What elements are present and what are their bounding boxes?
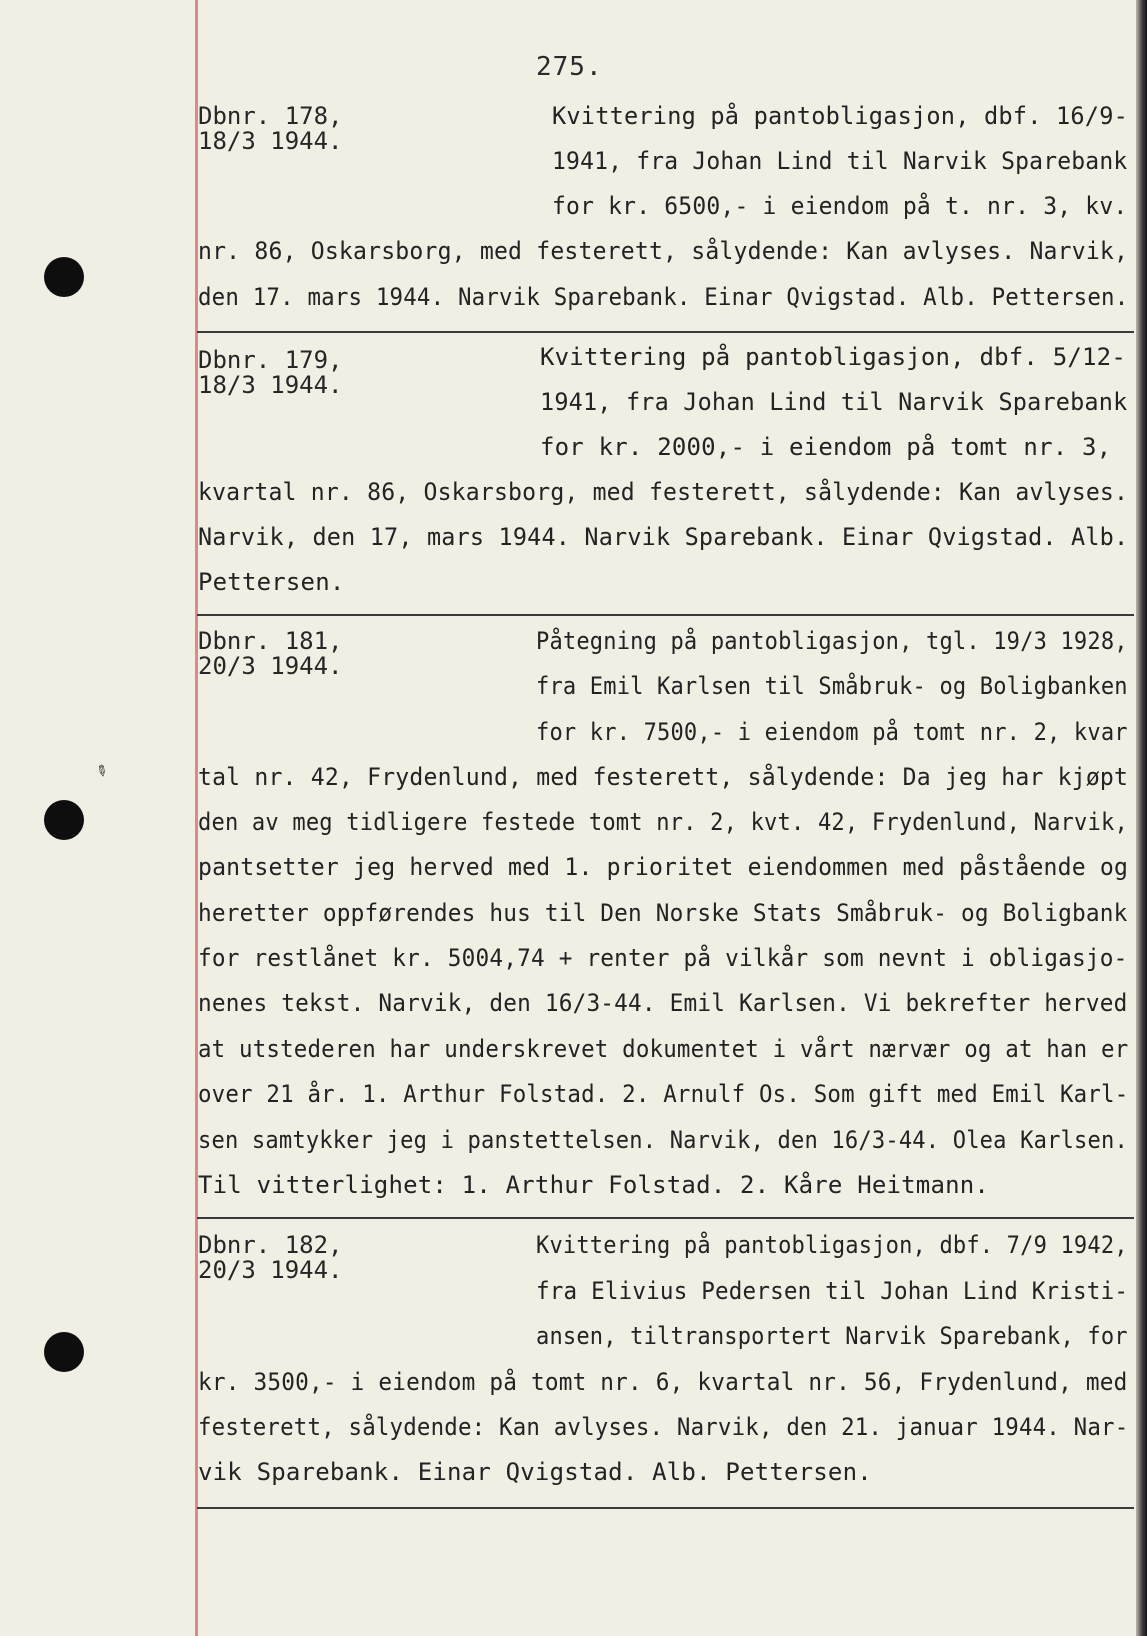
text-line: fra Elivius Pedersen til Johan Lind Kristi- [536, 1277, 1129, 1305]
text-line: kr. 3500,- i eiendom på tomt nr. 6, kvartal nr. 56, Frydenlund, med [198, 1368, 1128, 1396]
text-line: kvartal nr. 86, Oskarsborg, med festerett, sålydende: Kan avlyses. [198, 478, 1129, 506]
dbnr-label: Dbnr. 181, [198, 627, 343, 655]
text-line: pantsetter jeg herved med 1. prioritet eiendommen med påstående og [198, 853, 1129, 881]
text-line: 1941, fra Johan Lind til Narvik Sparebank [540, 388, 1128, 416]
text-line: over 21 år. 1. Arthur Folstad. 2. Arnulf Os. Som gift med Emil Karl- [198, 1080, 1129, 1108]
text-line: ansen, tiltransportert Narvik Sparebank, for [536, 1322, 1128, 1350]
entry-id [198, 629, 343, 679]
entry-id [198, 348, 343, 398]
text-line: Kvittering på pantobligasjon, dbf. 16/9- [552, 102, 1129, 130]
text-line: den av meg tidligere festede tomt nr. 2, kvt. 42, Frydenlund, Narvik, [198, 808, 1128, 836]
dbnr-label: Dbnr. 178, [198, 102, 343, 130]
text-line: fra Emil Karlsen til Småbruk- og Boligbanken [536, 672, 1128, 700]
text-line: for kr. 7500,- i eiendom på tomt nr. 2, kvar [536, 718, 1128, 746]
text-line: festerett, sålydende: Kan avlyses. Narvik, den 21. januar 1944. Nar- [198, 1413, 1129, 1441]
entry-date: 20/3 1944. [198, 652, 343, 680]
text-line: den 17. mars 1944. Narvik Sparebank. Einar Qvigstad. Alb. Pettersen. [198, 283, 1129, 311]
punch-hole [44, 800, 84, 840]
entry-divider [197, 1217, 1134, 1219]
text-line: for kr. 6500,- i eiendom på t. nr. 3, kv. [552, 192, 1128, 220]
text-line: Kvittering på pantobligasjon, dbf. 5/12- [540, 343, 1126, 371]
punch-hole [44, 257, 84, 297]
entry-date: 18/3 1944. [198, 371, 343, 399]
text-line: Narvik, den 17, mars 1944. Narvik Sparebank. Einar Qvigstad. Alb. [198, 523, 1129, 551]
text-line: at utstederen har underskrevet dokumentet i vårt nærvær og at han er [198, 1035, 1129, 1063]
text-line: Til vitterlighet: 1. Arthur Folstad. 2. Kåre Heitmann. [198, 1171, 990, 1199]
text-line: sen samtykker jeg i panstettelsen. Narvik, den 16/3-44. Olea Karlsen. [198, 1126, 1128, 1154]
entry-divider [197, 1507, 1134, 1509]
page-number: 275. [536, 52, 603, 82]
dbnr-label: Dbnr. 179, [198, 346, 343, 374]
text-line: Påtegning på pantobligasjon, tgl. 19/3 1928, [536, 627, 1128, 655]
entry-id [198, 1233, 343, 1283]
punch-hole [44, 1332, 84, 1372]
text-line: tal nr. 42, Frydenlund, med festerett, sålydende: Da jeg har kjøpt [198, 763, 1129, 791]
text-line: 1941, fra Johan Lind til Narvik Sparebank [552, 147, 1128, 175]
entry-date: 20/3 1944. [198, 1256, 343, 1284]
text-line: Pettersen. [198, 568, 345, 596]
text-line: nenes tekst. Narvik, den 16/3-44. Emil Karlsen. Vi bekrefter herved [198, 989, 1128, 1017]
text-line: heretter oppførendes hus til Den Norske Stats Småbruk- og Boligbank [198, 899, 1128, 927]
text-line: for restlånet kr. 5004,74 + renter på vilkår som nevnt i obligasjo- [198, 944, 1128, 972]
entry-divider [197, 331, 1134, 333]
entry-id [198, 104, 343, 154]
text-line: Kvittering på pantobligasjon, dbf. 7/9 1942, [536, 1231, 1128, 1259]
text-line: vik Sparebank. Einar Qvigstad. Alb. Pettersen. [198, 1458, 872, 1486]
dbnr-label: Dbnr. 182, [198, 1231, 343, 1259]
scan-edge [1136, 0, 1147, 1636]
entry-divider [197, 614, 1134, 616]
entry-date: 18/3 1944. [198, 127, 343, 155]
text-line: nr. 86, Oskarsborg, med festerett, sålydende: Kan avlyses. Narvik, [198, 237, 1129, 265]
text-line: for kr. 2000,- i eiendom på tomt nr. 3, [540, 433, 1112, 461]
pen-mark: ✎ [91, 758, 113, 783]
